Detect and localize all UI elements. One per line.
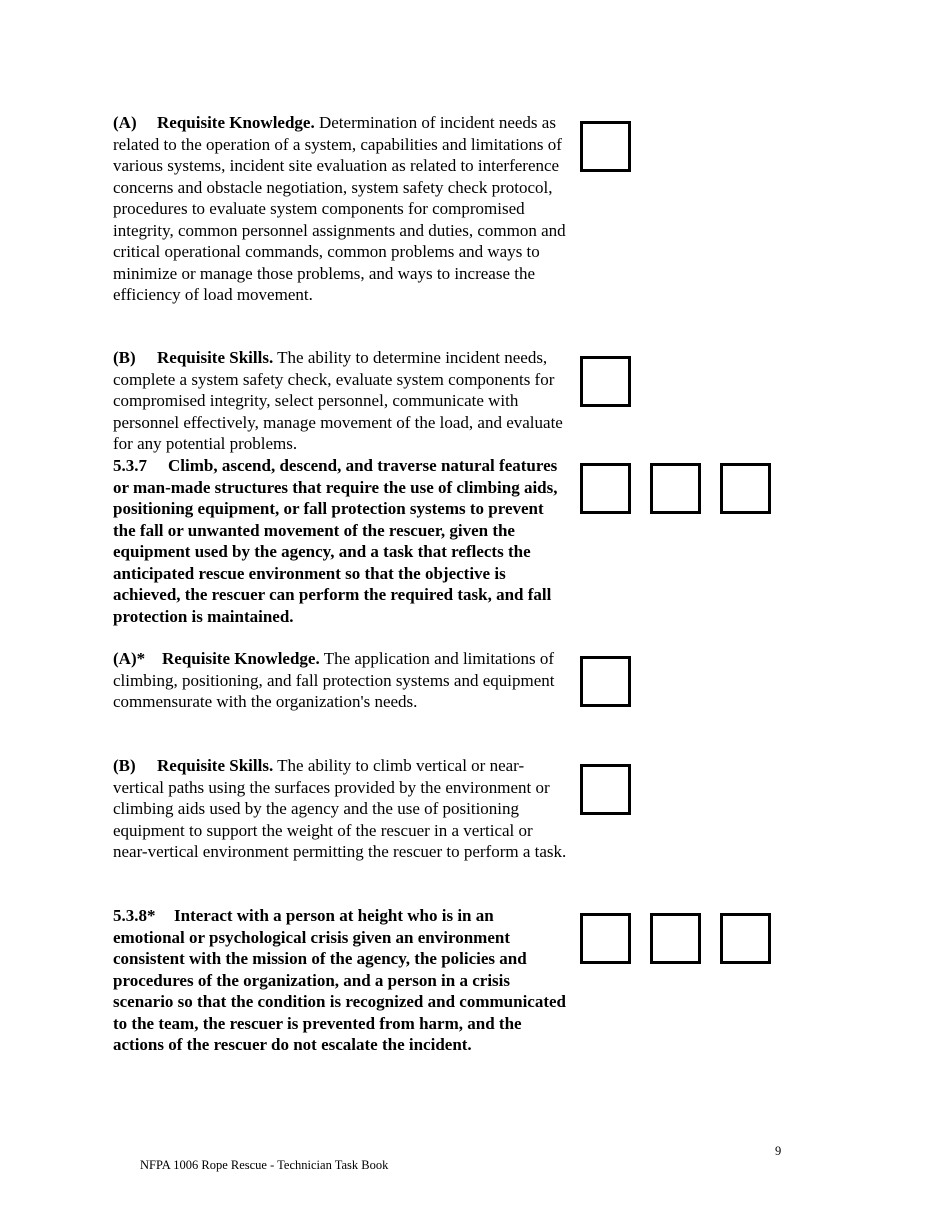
jpr-text: Climb, ascend, descend, and traverse natural features or man-made structures that require the use of climbing aids, positioning equipment, or fall protection systems to prevent the fall or unwanted movement of the rescuer, given the equipment used by the agency, and a task that reflects the anticipated rescue environment so that the objective is achieved, the rescuer can perform the required task, and fall protection is maintained.: [113, 456, 558, 626]
checkbox-5-3-7-3[interactable]: [720, 463, 771, 514]
item-text: The application and limitations of climbing, positioning, and fall protection systems and equipment commensurate with the organization's needs.: [113, 649, 555, 711]
footer-title: NFPA 1006 Rope Rescue - Technician Task Book: [140, 1158, 389, 1172]
requisite-skills-2: [113, 755, 568, 863]
item-tag: (B): [113, 348, 136, 367]
jpr-number: 5.3.7: [113, 456, 147, 475]
checkbox-5-3-7-2[interactable]: [650, 463, 701, 514]
item-text: The ability to determine incident needs, complete a system safety check, evaluate system components for compromised integrity, select personnel, communicate with personnel effectively, manage movement of the load, and evaluate for any potential problems.: [113, 348, 563, 453]
requisite-knowledge-1: [113, 112, 568, 306]
item-tag: (A): [113, 113, 137, 132]
item-tag: (A)*: [113, 649, 146, 668]
checkbox-a-knowledge[interactable]: [580, 121, 631, 172]
checkbox-b-skills[interactable]: [580, 356, 631, 407]
item-text: Determination of incident needs as related to the operation of a system, capabilities and limitations of various systems, incident site evaluation as related to interference concerns and obstacle negotiation, system safety check protocol, procedures to evaluate system components for compromised integrity, common personnel assignments and duties, common and critical operational commands, common problems and ways to minimize or manage those problems, and ways to increase the efficiency of load movement.: [113, 113, 566, 304]
item-heading: Requisite Knowledge.: [162, 649, 320, 668]
checkbox-b-skills-2[interactable]: [580, 764, 631, 815]
checkbox-5-3-7-1[interactable]: [580, 463, 631, 514]
jpr-5-3-8: [113, 905, 568, 1056]
jpr-5-3-7: [113, 455, 568, 627]
checkbox-5-3-8-3[interactable]: [720, 913, 771, 964]
page-number: 9: [775, 1144, 782, 1158]
item-heading: Requisite Knowledge.: [157, 113, 315, 132]
item-heading: Requisite Skills.: [157, 348, 274, 367]
requisite-skills-1: [113, 347, 568, 455]
checkbox-5-3-8-1[interactable]: [580, 913, 631, 964]
jpr-number: 5.3.8*: [113, 906, 156, 925]
item-heading: Requisite Skills.: [157, 756, 274, 775]
requisite-knowledge-2: [113, 648, 568, 713]
item-text: The ability to climb vertical or near-vertical paths using the surfaces provided by the environment or climbing aids used by the agency and the use of positioning equipment to support the weight of the rescuer in a vertical or near-vertical environment permitting the rescuer to perform a task.: [113, 756, 567, 861]
jpr-text: Interact with a person at height who is in an emotional or psychological crisis given an environment consistent with the mission of the agency, the policies and procedures of the organization, and a person in a crisis scenario so that the condition is recognized and communicated to the team, the rescuer is prevented from harm, and the actions of the rescuer do not escalate the incident.: [113, 906, 567, 1054]
checkbox-5-3-8-2[interactable]: [650, 913, 701, 964]
checkbox-a-star-knowledge[interactable]: [580, 656, 631, 707]
item-tag: (B): [113, 756, 136, 775]
